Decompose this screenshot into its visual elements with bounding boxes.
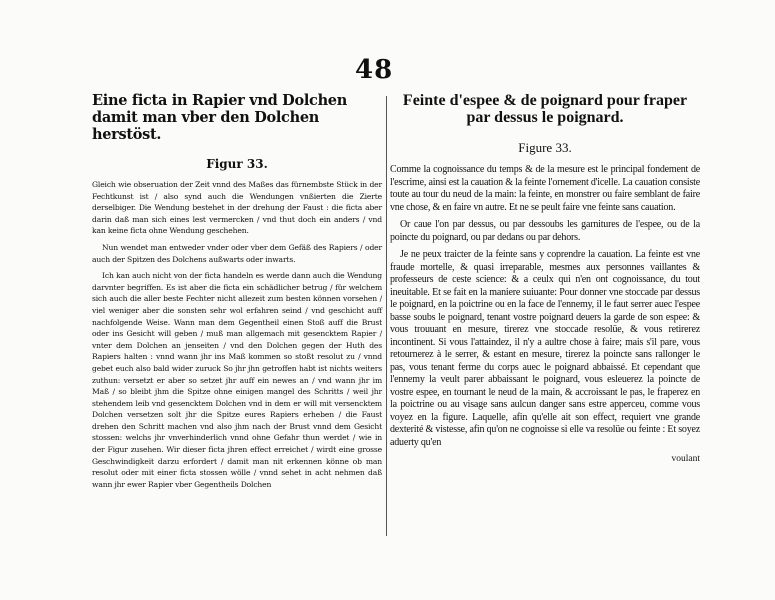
french-paragraph-3: Je ne peux traicter de la feinte sans y coprendre la cauation. La feinte est vne fraude mortelle, & quasi irreparable, mesmes aux personnes vaillantes & professeurs de ceste science: & a ceulx qui n'en ont cognoissance, du tout ineuitable. Et se fait en la maniere suiuante: Pour donner vne stoccade par dessus le poignard, en la poictrine ou en la face de l'ennemy, il le faut serrer auec l'espee basse soubs le poignard, tenant vostre poignard deuers la garde de son espee: & vous trouuant en mesure, tirerez vne stoccade resolüe, & vous retirerez incontinent. Si vous l'attaindez, il n'y a aultre chose à faire; mais s'il pare, vous retournerez à le serrer, & estant en mesure, tirerez la poincte sans rallonger le pas, vous tenant ferme du corps auec le poignard abbaissé. Et cependant que l'ennemy la veult parer abbaissant le poignard, vous esleuerez la poincte de vostre espee, en tournant le neud de la main, & accroissant le pas, le fraperez en la poictrine ou au visage sans aulcun danger sans estre apperceu, comme vous voyez en la figure. Laquelle, afin qu'elle ait son effect, requiert vne grande dexterité & vistesse, afin qu'on ne cognoisse si elle va resolüe ou feinte : Et soyez aduerty qu'en bbox=[390, 249, 700, 448]
column-divider bbox=[386, 96, 387, 536]
german-paragraph-2: Nun wendet man entweder vnder oder vber dem Gefäß des Rapiers / oder auch der Spitzen des Dolchens außwarts oder inwarts. bbox=[92, 242, 382, 264]
french-column bbox=[390, 92, 700, 464]
french-paragraph-1: Comme la cognoissance du temps & de la mesure est le principal fondement de l'escrime, ainsi est la cauation & la feinte l'ornement d'icelle. La cauation consiste toute au tour du neud de la main: la feinte, en monstrer ou faire semblant de faire vne chose, & en faire vn autre. Et ne se peult faire vne feinte sans cauation. bbox=[390, 164, 700, 213]
page-number: 48 bbox=[355, 55, 394, 85]
german-paragraph-1: Gleich wie obseruation der Zeit vnnd des Maßes das fürnembste Stück in der Fechtkunst ist / also synd auch die Wendungen vnßierten die Zierte derselbiger. Die Wendung bestehet in der drehung der Faust : die ficta aber darin daß man sich eines lest vermercken / vnd thut doch ein anders / vnd kan keine ficta ohne Wendung geschehen. bbox=[92, 180, 382, 236]
german-column bbox=[92, 92, 382, 495]
german-heading: Eine ficta in Rapier vnd Dolchen damit man vber den Dolchen herstöst. bbox=[92, 92, 347, 143]
french-paragraph-2: Or caue l'on par dessus, ou par dessoubs les garnitures de l'espee, ou de la poincte du poignard, ou par dedans ou par dehors. bbox=[390, 219, 700, 243]
german-paragraph-3: Ich kan auch nicht von der ficta handeln es werde dann auch die Wendung darvnter begriffen. Es ist aber die ficta ein schädlicher betrug / für welchem sich auch die aller beste Fechter nicht allezeit zum besten können vorsehen / viel weniger aber die sonsten sehr wol erfahren seind / vnd geschicht auff nachfolgende Weise. Wann man dem Gegentheil einen Stoß auff die Brust oder ins Gesicht will geben / muß man allgemach mit gesencktem Rapier / vnter dem Dolchen an jenseiten / vnd den Dolchen gegen der Huth des Rapiers halten : vnnd wann jhr ins Maß kommen so stoßt resolut zu / vnnd gebet euch also bald wider zuruck So jhr jhn getroffen habt ist nichts weiters zuthun: versetzt er aber so setzet jhr auff ein newes an / vnd wann jhr im Maß / so bleibt jhm die Spitze ohne einigen mangel des Schritts / weil jhr stehendem leib vnd gesencktem Dolchen vnd in dem er will mit versencktem Dolchen versetzen solt jhr die Spitze eures Rapiers erheben / die Faust drehen den Schritt machen vnd also jhm nach der Brust vnnd dem Gesicht stossen: welchs jhr vnverhinderlich vnnd ohne Gefahr thun werdet / wie in der Figur zusehen. Wir dieser ficta jhren effect erreichet / wirdt eine grosse Geschwindigkeit darzu erfordert / damit man nit erkennen könne ob man resolut oder mit einer ficta stossen wölle / vnnd sehet in acht nehmen daß wann jhr ewer Rapier vber Gegentheils Dolchen bbox=[92, 271, 382, 489]
german-figure-label: Figur 33. bbox=[206, 157, 268, 171]
french-heading: Feinte d'espee & de poignard pour fraper par dessus le poignard. bbox=[402, 92, 688, 126]
french-figure-label: Figure 33. bbox=[518, 140, 572, 155]
french-catchword: voulant bbox=[671, 454, 700, 464]
